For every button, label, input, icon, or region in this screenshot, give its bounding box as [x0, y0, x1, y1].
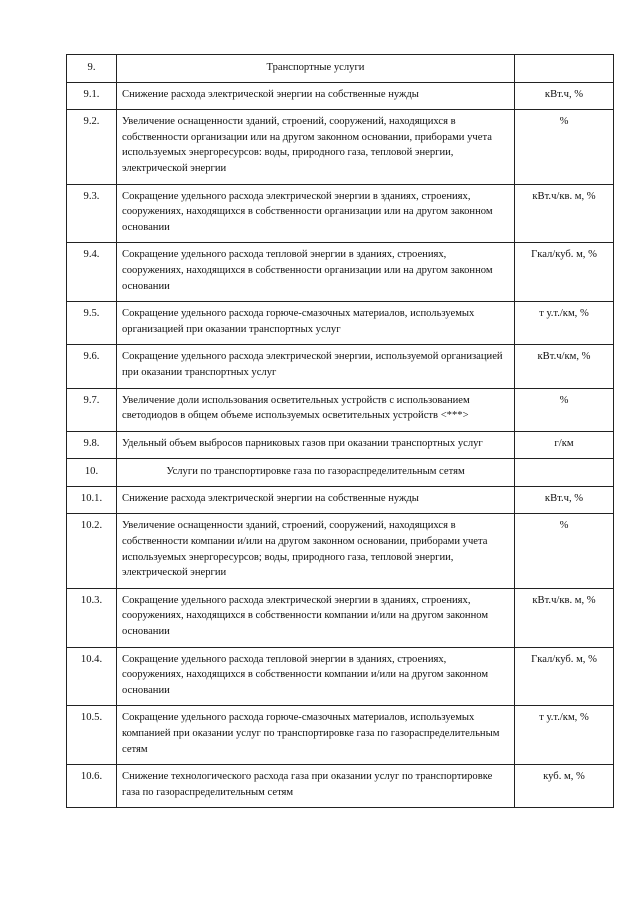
row-unit-cell: кВт.ч, %	[515, 486, 614, 514]
row-number-cell: 9.3.	[67, 184, 117, 243]
table-row	[67, 486, 614, 514]
row-description-cell: Увеличение доли использования осветительных устройств с использованием светодиодов в общем объеме используемых осветительных устройств <***>	[117, 388, 515, 431]
row-number-cell: 10.5.	[67, 706, 117, 765]
indicators-table	[66, 54, 614, 808]
row-unit-cell: кВт.ч/кв. м, %	[515, 588, 614, 647]
row-number-cell: 10.2.	[67, 514, 117, 588]
row-description-cell: Снижение расхода электрической энергии на собственные нужды	[117, 486, 515, 514]
row-description-cell: Транспортные услуги	[117, 55, 515, 83]
table-row	[67, 302, 614, 345]
table-row	[67, 706, 614, 765]
row-unit-cell	[515, 55, 614, 83]
section-row	[67, 459, 614, 487]
table-row	[67, 345, 614, 388]
row-number-cell: 9.2.	[67, 110, 117, 184]
row-unit-cell: кВт.ч/кв. м, %	[515, 184, 614, 243]
table-row	[67, 388, 614, 431]
row-number-cell: 9.8.	[67, 431, 117, 459]
row-number-cell: 9.6.	[67, 345, 117, 388]
row-unit-cell: т у.т./км, %	[515, 302, 614, 345]
row-description-cell: Сокращение удельного расхода тепловой энергии в зданиях, строениях, сооружениях, находящихся в собственности компании и/или на другом законном основании	[117, 647, 515, 706]
row-number-cell: 9.5.	[67, 302, 117, 345]
table-row	[67, 765, 614, 808]
row-number-cell: 10.3.	[67, 588, 117, 647]
row-number-cell: 10.4.	[67, 647, 117, 706]
row-description-cell: Сокращение удельного расхода электрической энергии в зданиях, строениях, сооружениях, находящихся в собственности компании и/или на другом законном основании	[117, 588, 515, 647]
row-unit-cell: кВт.ч, %	[515, 82, 614, 110]
row-number-cell: 9.4.	[67, 243, 117, 302]
table-row	[67, 243, 614, 302]
row-number-cell: 9.7.	[67, 388, 117, 431]
table-row	[67, 82, 614, 110]
row-description-cell: Сокращение удельного расхода тепловой энергии в зданиях, строениях, сооружениях, находящихся в собственности организации или на другом законном основании	[117, 243, 515, 302]
row-unit-cell: Гкал/куб. м, %	[515, 647, 614, 706]
row-description-cell: Снижение расхода электрической энергии на собственные нужды	[117, 82, 515, 110]
row-description-cell: Сокращение удельного расхода горюче-смазочных материалов, используемых компанией при оказании услуг по транспортировке газа по газораспределительным сетям	[117, 706, 515, 765]
row-unit-cell: т у.т./км, %	[515, 706, 614, 765]
table-row	[67, 110, 614, 184]
section-row	[67, 55, 614, 83]
row-unit-cell: %	[515, 514, 614, 588]
row-unit-cell: %	[515, 110, 614, 184]
row-number-cell: 9.1.	[67, 82, 117, 110]
table-row	[67, 431, 614, 459]
table-row	[67, 514, 614, 588]
row-unit-cell	[515, 459, 614, 487]
row-number-cell: 10.1.	[67, 486, 117, 514]
row-unit-cell: Гкал/куб. м, %	[515, 243, 614, 302]
row-description-cell: Удельный объем выбросов парниковых газов при оказании транспортных услуг	[117, 431, 515, 459]
row-description-cell: Увеличение оснащенности зданий, строений, сооружений, находящихся в собственности компании и/или на другом законном основании, приборами учета используемых энергоресурсов; воды, природного газа, тепловой энергии, электрической энергии	[117, 514, 515, 588]
row-unit-cell: %	[515, 388, 614, 431]
row-number-cell: 10.	[67, 459, 117, 487]
row-unit-cell: куб. м, %	[515, 765, 614, 808]
table-row	[67, 184, 614, 243]
row-number-cell: 9.	[67, 55, 117, 83]
row-number-cell: 10.6.	[67, 765, 117, 808]
row-description-cell: Сокращение удельного расхода горюче-смазочных материалов, используемых организацией при оказании транспортных услуг	[117, 302, 515, 345]
row-description-cell: Увеличение оснащенности зданий, строений, сооружений, находящихся в собственности организации или на другом законном основании, приборами учета используемых энергоресурсов: воды, природного газа, тепловой энергии, электрической энергии	[117, 110, 515, 184]
table-row	[67, 588, 614, 647]
row-description-cell: Снижение технологического расхода газа при оказании услуг по транспортировке газа по газораспределительным сетям	[117, 765, 515, 808]
row-description-cell: Сокращение удельного расхода электрической энергии в зданиях, строениях, сооружениях, находящихся в собственности организации или на другом законном основании	[117, 184, 515, 243]
row-unit-cell: г/км	[515, 431, 614, 459]
row-description-cell: Сокращение удельного расхода электрической энергии, используемой организацией при оказании транспортных услуг	[117, 345, 515, 388]
table-row	[67, 647, 614, 706]
row-unit-cell: кВт.ч/км, %	[515, 345, 614, 388]
row-description-cell: Услуги по транспортировке газа по газораспределительным сетям	[117, 459, 515, 487]
